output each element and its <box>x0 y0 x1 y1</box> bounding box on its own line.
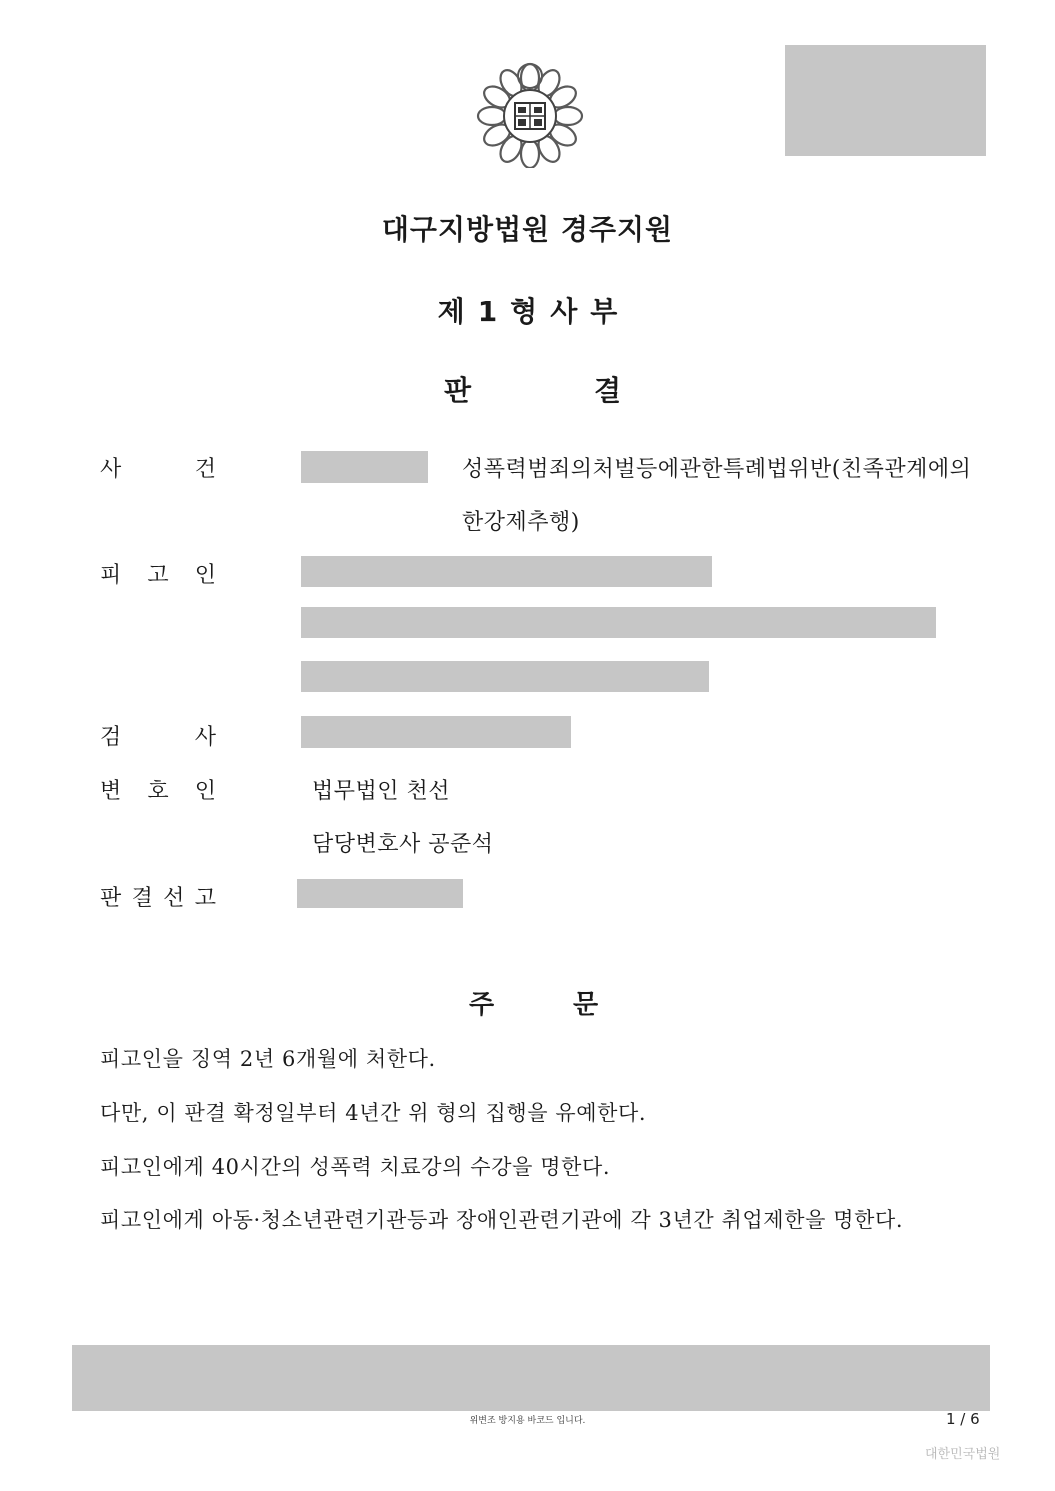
redacted-case-number <box>301 451 428 483</box>
counsel-lawyer: 담당변호사 공준석 <box>312 832 494 857</box>
case-name-line1: 성폭력범죄의처벌등에관한특례법위반(친족관계에의 <box>462 457 972 482</box>
page-indicator: 1 / 6 <box>946 1410 980 1428</box>
counsel-firm: 법무법인 천선 <box>312 779 451 804</box>
court-name: 대구지방법원 경주지원 <box>381 213 674 246</box>
redacted-block-top-right <box>785 45 986 156</box>
document-title-right: 결 <box>594 374 622 407</box>
order-title-right: 문 <box>573 990 599 1020</box>
defendant-label: 피 고 인 <box>100 563 216 588</box>
redacted-defendant-line1 <box>301 556 712 587</box>
document-title-left: 판 <box>444 374 472 407</box>
redacted-judgment-date <box>297 879 463 908</box>
prosecutor-label: 검 사 <box>100 725 216 750</box>
court-watermark: 대한민국법원 <box>925 1447 1001 1462</box>
redacted-defendant-line2 <box>301 607 936 638</box>
redacted-barcode <box>72 1345 990 1411</box>
order-line-3: 피고인에게 40시간의 성폭력 치료강의 수강을 명한다. <box>100 1155 611 1179</box>
criminal-division: 제1형사부 <box>437 295 631 328</box>
redacted-prosecutor <box>301 716 571 748</box>
counsel-label: 변 호 인 <box>100 779 216 804</box>
order-line-1: 피고인을 징역 2년 6개월에 처한다. <box>100 1047 436 1071</box>
order-title-left: 주 <box>469 990 495 1020</box>
case-name-line2: 한강제추행) <box>462 510 580 535</box>
barcode-note: 위변조 방지용 바코드 입니다. <box>469 1416 586 1426</box>
order-line-4: 피고인에게 아동·청소년관련기관등과 장애인관련기관에 각 3년간 취업제한을 명한다. <box>100 1208 904 1232</box>
order-line-2: 다만, 이 판결 확정일부터 4년간 위 형의 집행을 유예한다. <box>100 1101 647 1125</box>
case-label: 사 건 <box>100 457 216 482</box>
court-seal-emblem <box>468 58 592 168</box>
redacted-defendant-line3 <box>301 661 709 692</box>
judgment-date-label: 판 결 선 고 <box>100 886 216 911</box>
